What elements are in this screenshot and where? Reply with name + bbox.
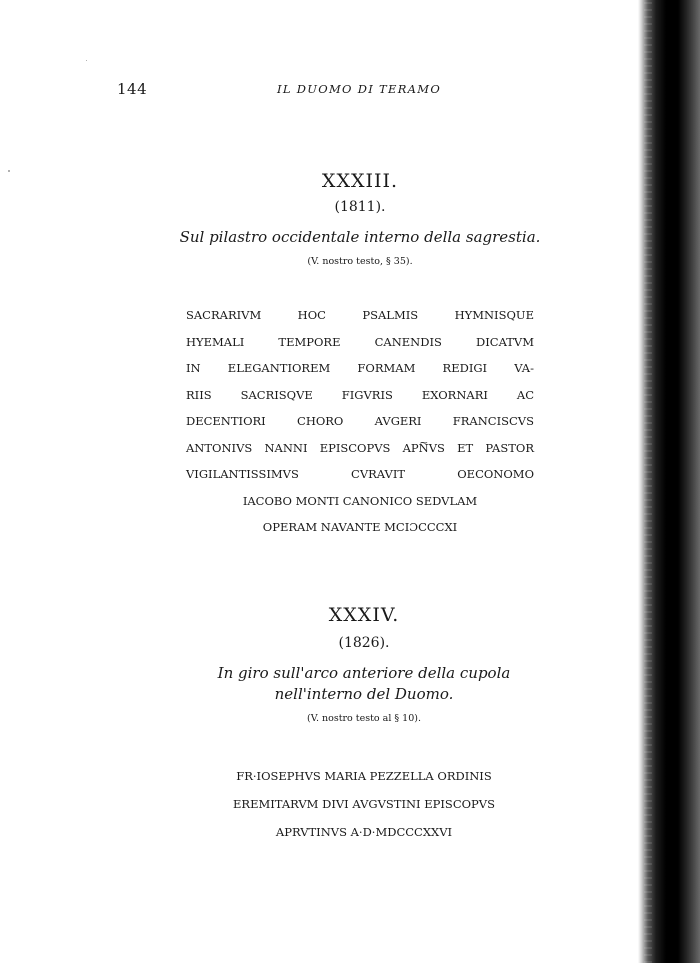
inscription-line-part: ANTONIVS NANNI EPISCOPVS <box>186 440 403 455</box>
inscription-line: DECENTIORI CHORO AVGERI FRANCISCVS <box>186 414 534 428</box>
abbreviation-mark: ~ APNVS <box>403 441 445 455</box>
inscription-xxxiii <box>150 170 570 267</box>
inscription-reference: (V. nostro testo al § 10). <box>307 713 421 724</box>
inscription-line-part: ET PASTOR <box>444 440 534 455</box>
inscription-caption: Sul pilastro occidentale interno della sagrestia. <box>179 228 541 246</box>
inscription-line <box>186 435 534 462</box>
inscription-line: IACOBO MONTI CANONICO SEDVLAM <box>242 493 478 508</box>
inscription-text <box>186 302 534 541</box>
page-number: 144 <box>117 80 148 98</box>
inscription-line: APRVTINVS A·D·MDCCCXXVI <box>275 825 453 839</box>
inscription-line: EREMITARVM DIVI AVGVSTINI EPISCOPVS <box>233 797 495 811</box>
inscription-number: XXXIV. <box>328 604 400 626</box>
inscription-text <box>154 762 574 846</box>
inscription-line: OPERAM NAVANTE MCIƆCCCXI <box>262 520 458 534</box>
caption-line: In giro sull'arco anteriore della cupola <box>217 664 511 682</box>
inscription-year: (1811). <box>334 199 386 215</box>
inscription-number: XXXIII. <box>321 170 399 192</box>
spine-texture <box>644 0 652 963</box>
running-head <box>117 80 587 104</box>
inscription-line: HYEMALI TEMPORE CANENDIS DICATVM <box>186 334 534 349</box>
inscription-line: IN ELEGANTIOREM FORMAM REDIGI VA- <box>186 361 534 375</box>
inscription-line: VIGILANTISSIMVS CVRAVIT OECONOMO <box>186 467 534 481</box>
inscription-line: FR·IOSEPHVS MARIA PEZZELLA ORDINIS <box>236 769 492 783</box>
inscription-line: SACRARIVM HOC PSALMIS HYMNISQUE <box>186 308 534 322</box>
inscription-xxxiv <box>154 604 574 724</box>
running-title: IL DUOMO DI TERAMO <box>277 82 442 96</box>
inscription-line: RIIS SACRISQVE FIGVRIS EXORNARI AC <box>186 387 534 402</box>
inscription-caption <box>154 663 574 705</box>
inscription-year: (1826). <box>338 635 390 651</box>
inscription-reference: (V. nostro testo, § 35). <box>307 256 413 267</box>
caption-line: nell'interno del Duomo. <box>274 685 454 703</box>
paper-speck <box>8 170 10 172</box>
paper-speck <box>86 60 87 61</box>
